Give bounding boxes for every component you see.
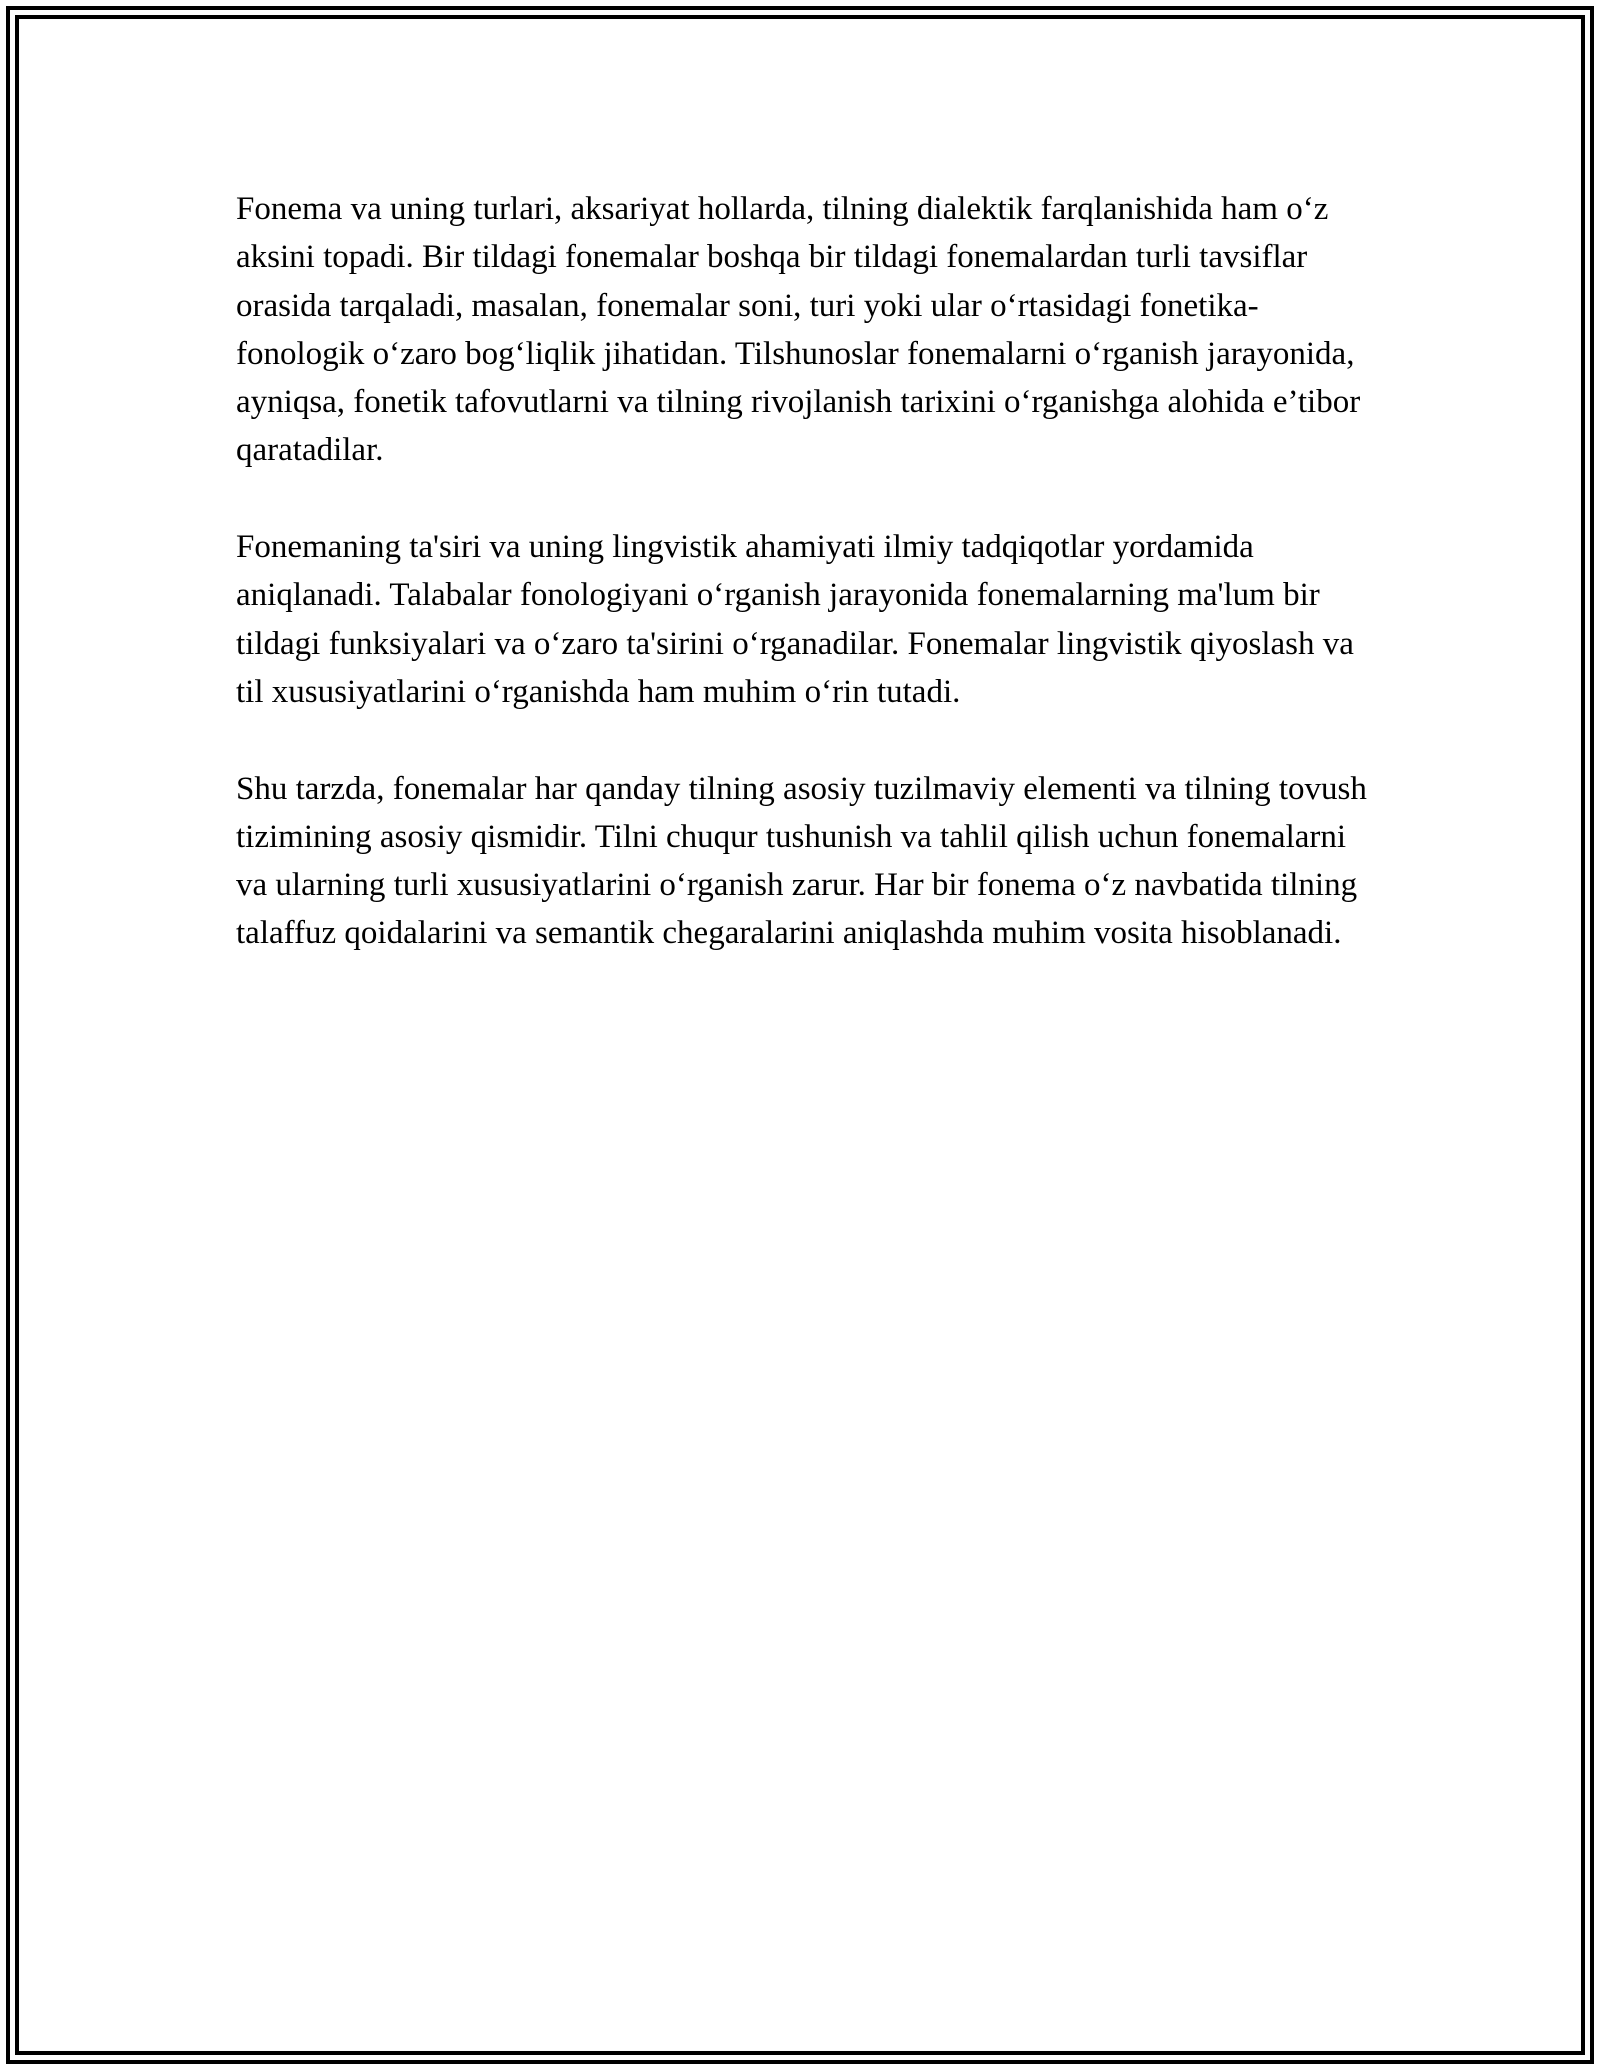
paragraph-1: Fonema va uning turlari, aksariyat hollarda, tilning dialektik farqlanishida ham o‘z aksini topadi. Bir tildagi fonemalar boshqa bir tildagi fonemalardan turli tavsiflar orasida tarqaladi, masalan, fonemalar soni, turi yoki ular o‘rtasidagi fonetika-fonologik o‘zaro bog‘liqlik jihatidan. Tilshunoslar fonemalarni o‘rganish jarayonida, ayniqsa, fonetik tafovutlarni va tilning rivojlanish tarixini o‘rganishga alohida e’tibor qaratadilar. xyxy=(236,191,1361,469)
document-body xyxy=(236,185,1376,1006)
paragraph-3: Shu tarzda, fonemalar har qanday tilning asosiy tuzilmaviy elementi va tilning tovush tizimining asosiy qismidir. Tilni chuqur tushunish va tahlil qilish uchun fonemalarni va ularning turli xususiyatlarini o‘rganish zarur. Har bir fonema o‘z navbatida tilning talaffuz qoidalarini va semantik chegaralarini aniqlashda muhim vosita hisoblanadi. xyxy=(236,770,1367,952)
paragraph-2: Fonemaning ta'siri va uning lingvistik ahamiyati ilmiy tadqiqotlar yordamida aniqlanadi. Talabalar fonologiyani o‘rganish jarayonida fonemalarning ma'lum bir tildagi funksiyalari va o‘zaro ta'sirini o‘rganadilar. Fonemalar lingvistik qiyoslash va til xususiyatlarini o‘rganishda ham muhim o‘rin tutadi. xyxy=(236,529,1354,710)
